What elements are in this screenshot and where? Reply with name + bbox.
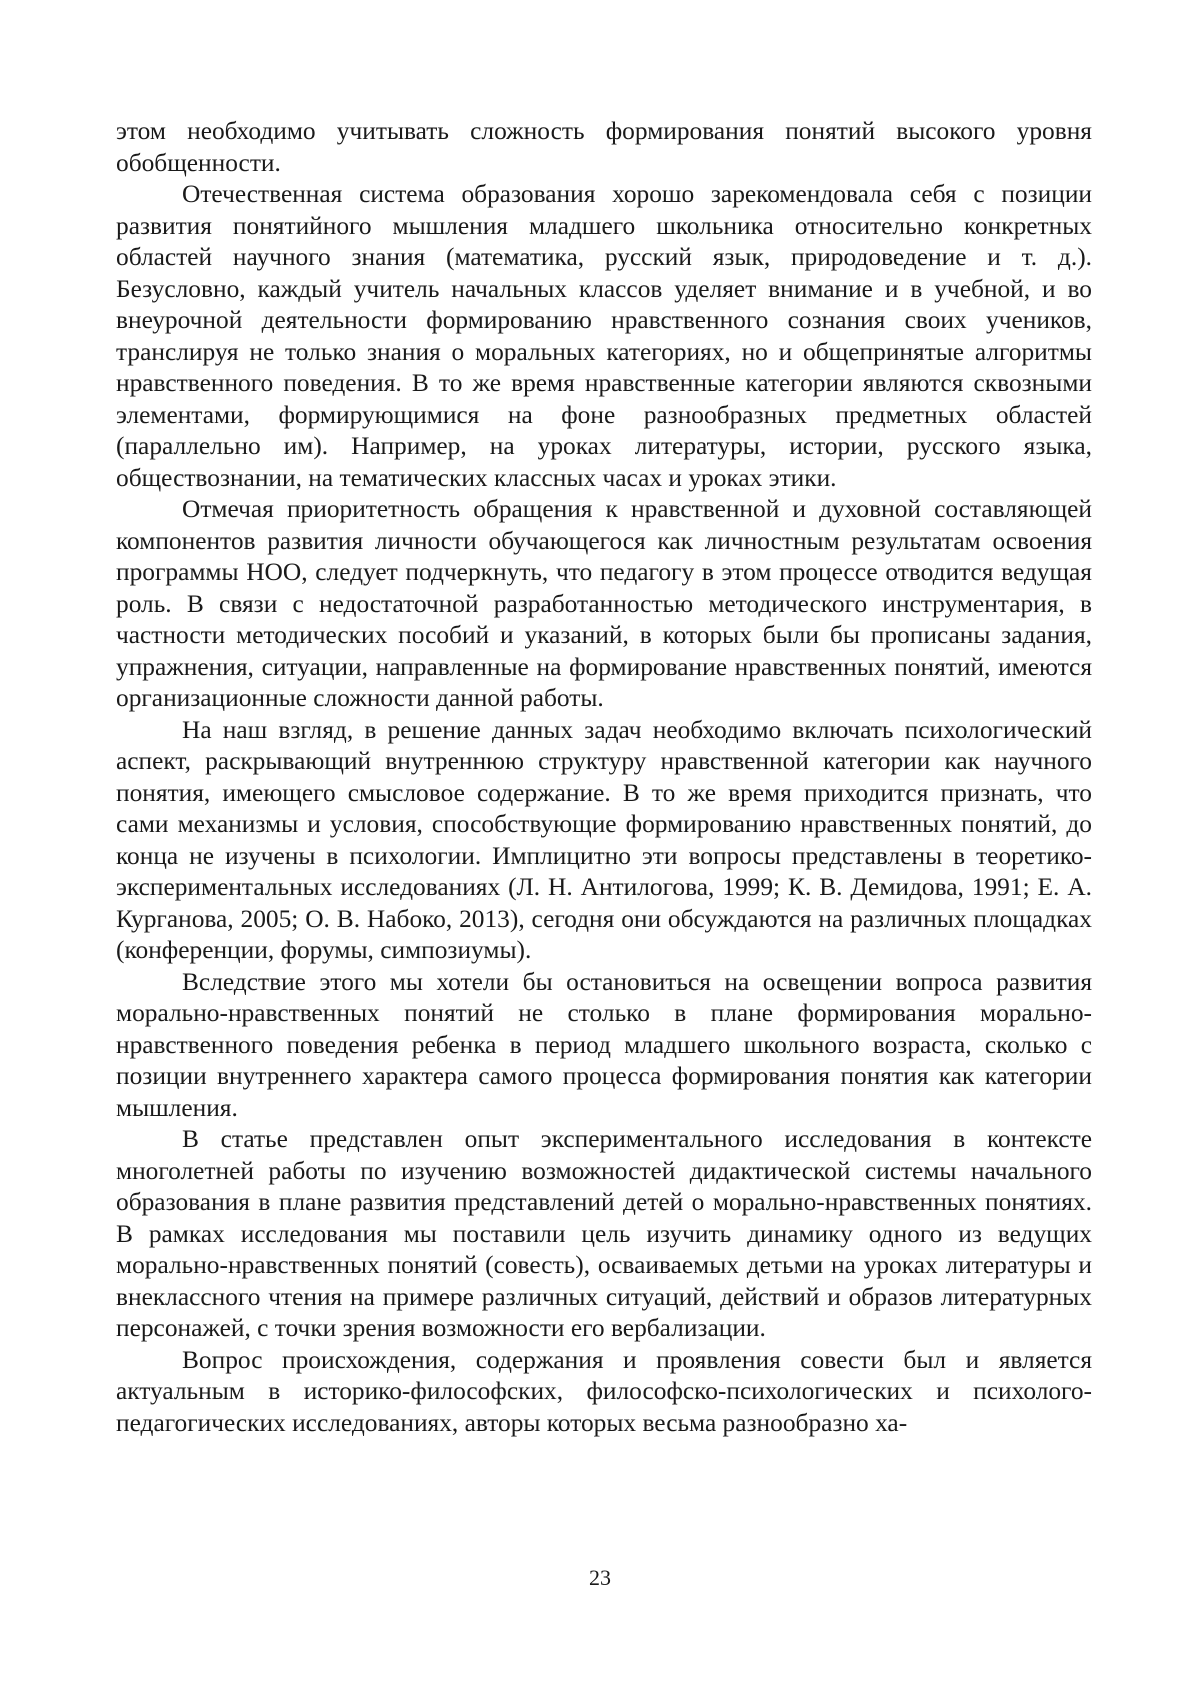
paragraph: Отечественная система образования хорошо зарекомендовала себя с позиции развития понятийного мышления младшего школьника относительно конкретных областей научного знания (математика, русский язык, природоведение и т. д.). Безусловно, каждый учитель начальных классов уделяет внимание и в учебной, и во внеурочной деятельности формированию нравственного сознания своих учеников, транслируя не только знания о моральных категориях, но и общепринятые алгоритмы нравственного поведения. В то же время нравственные категории являются сквозными элементами, формирующимися на фоне разнообразных предметных областей (параллельно им). Например, на уроках литературы, истории, русского языка, обществознании, на тематических классных часах и уроках этики. xyxy=(116,180,1092,492)
paragraph-continuation: этом необходимо учитывать сложность формирования понятий высокого уровня обобщенности. xyxy=(116,117,1092,177)
page-number: 23 xyxy=(589,1565,611,1590)
paragraph: На наш взгляд, в решение данных задач необходимо включать психологический аспект, раскрывающий внутреннюю структуру нравственной категории как научного понятия, имеющего смысловое содержание. В то же время приходится признать, что сами механизмы и условия, способствующие формированию нравственных понятий, до конца не изучены в психологии. Имплицитно эти вопросы представлены в теоретико-экспериментальных исследованиях (Л. Н. Антилогова, 1999; К. В. Демидова, 1991; Е. А. Курганова, 2005; О. В. Набоко, 2013), сегодня они обсуждаются на различных площадках (конференции, форумы, симпозиумы). xyxy=(116,715,1092,964)
body-text xyxy=(116,116,1092,1439)
paragraph: Отмечая приоритетность обращения к нравственной и духовной составляющей компонентов развития личности обучающегося как личностным результатам освоения программы НОО, следует подчеркнуть, что педагогу в этом процессе отводится ведущая роль. В связи с недостаточной разработанностью методического инструментария, в частности методических пособий и указаний, в которых были бы прописаны задания, упражнения, ситуации, направленные на формирование нравственных понятий, имеются организационные сложности данной работы. xyxy=(116,495,1092,712)
paragraph: Вследствие этого мы хотели бы остановиться на освещении вопроса развития морально-нравственных понятий не столько в плане формирования морально-нравственного поведения ребенка в период младшего школьного возраста, сколько с позиции внутреннего характера самого процесса формирования понятия как категории мышления. xyxy=(116,967,1092,1122)
paragraph: В статье представлен опыт экспериментального исследования в контексте многолетней работы по изучению возможностей дидактической системы начального образования в плане развития представлений детей о морально-нравственных понятиях. В рамках исследования мы поставили цель изучить динамику одного из ведущих морально-нравственных понятий (совесть), осваиваемых детьми на уроках литературы и внеклассного чтения на примере различных ситуаций, действий и образов литературных персонажей, с точки зрения возможности его вербализации. xyxy=(116,1125,1092,1342)
paragraph: Вопрос происхождения, содержания и проявления совести был и является актуальным в историко-философских, философско-психологических и психолого-педагогических исследованиях, авторы которых весьма разнообразно ха- xyxy=(116,1345,1092,1437)
